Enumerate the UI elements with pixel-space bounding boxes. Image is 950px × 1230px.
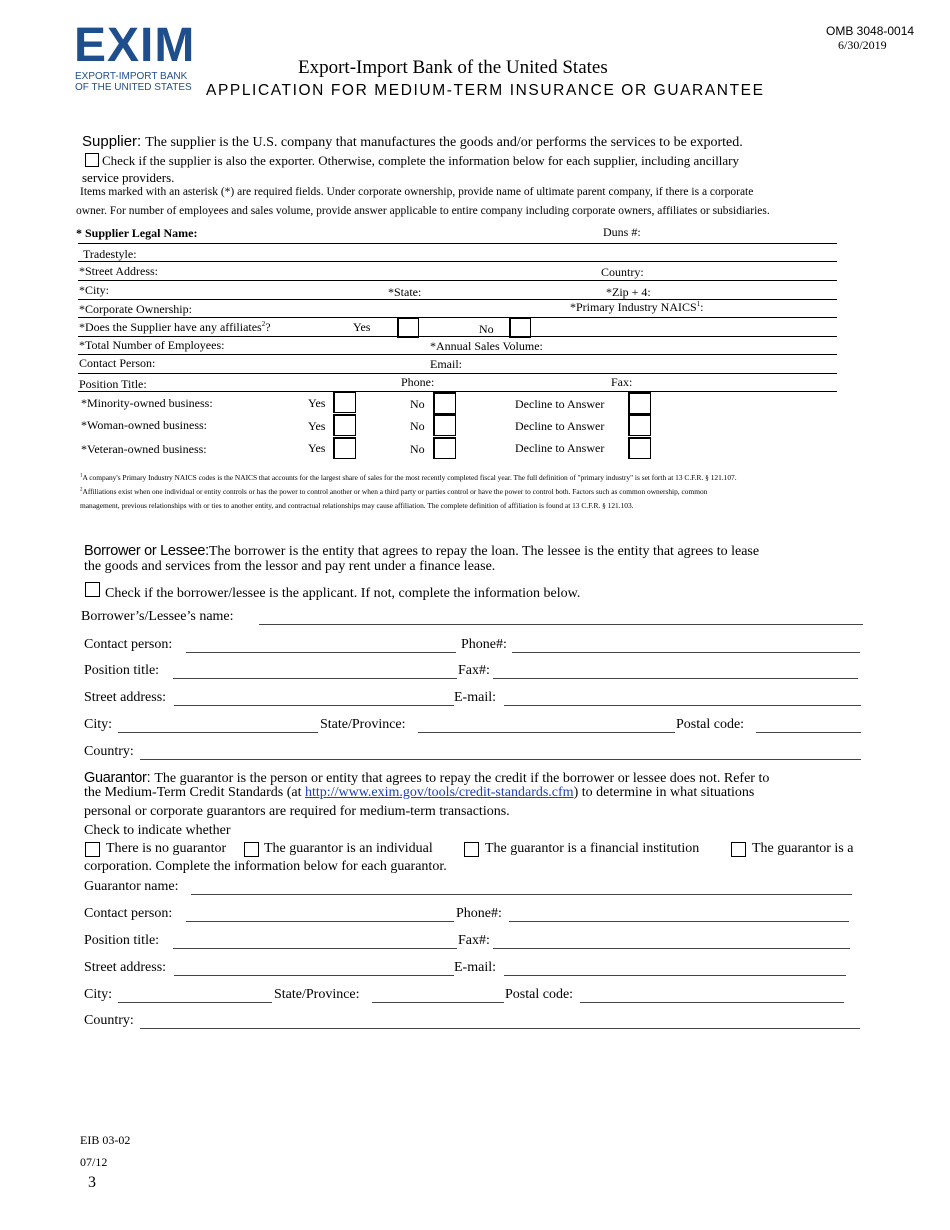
- financial-guarantor-label: The guarantor is a financial institution: [485, 841, 700, 856]
- guarantor-postal-field[interactable]: [580, 1002, 844, 1003]
- borrower-country-label: Country:: [84, 744, 134, 759]
- borrower-street-field[interactable]: [174, 705, 454, 706]
- supplier-check-text-1: Check if the supplier is also the exporter. Otherwise, complete the information below for each supplier, including ancillary: [102, 153, 740, 168]
- guarantor-street-label: Street address:: [84, 960, 167, 975]
- borrower-email-field[interactable]: [504, 705, 861, 706]
- financial-guarantor-checkbox[interactable]: [464, 842, 479, 857]
- borrower-fax-field[interactable]: [493, 678, 858, 679]
- individual-guarantor-checkbox[interactable]: [244, 842, 259, 857]
- form-title: APPLICATION FOR MEDIUM-TERM INSURANCE OR GUARANTEE: [206, 82, 765, 99]
- guarantor-corp-line: corporation. Complete the information below for each guarantor.: [84, 859, 447, 874]
- guarantor-email-field[interactable]: [504, 975, 846, 976]
- logo-subtitle-2: OF THE UNITED STATES: [75, 82, 192, 93]
- corporate-guarantor-label: The guarantor is a: [752, 841, 854, 856]
- guarantor-position-label: Position title:: [84, 933, 160, 948]
- email-label: Email:: [430, 357, 462, 371]
- woman-yes-label: Yes: [308, 419, 326, 433]
- veteran-decline-label: Decline to Answer: [515, 441, 605, 455]
- minority-yes-checkbox[interactable]: [333, 391, 356, 413]
- minority-decline-label: Decline to Answer: [515, 397, 605, 411]
- veteran-decline-checkbox[interactable]: [628, 437, 651, 459]
- no-guarantor-checkbox[interactable]: [85, 842, 100, 857]
- supplier-heading: Supplier:: [82, 133, 142, 150]
- veteran-yes-label: Yes: [308, 441, 326, 455]
- guarantor-country-label: Country:: [84, 1013, 134, 1028]
- contact-label: Contact Person:: [79, 356, 156, 370]
- borrower-intro: [84, 542, 759, 560]
- guarantor-postal-label: Postal code:: [505, 987, 574, 1002]
- borrower-city-field[interactable]: [118, 732, 318, 733]
- guarantor-state-label: State/Province:: [274, 987, 360, 1002]
- veteran-no-label: No: [410, 442, 425, 456]
- affiliates-label: *Does the Supplier have any affiliates$^2$?: [79, 320, 271, 334]
- fax-label: Fax:: [611, 375, 633, 389]
- minority-decline-checkbox[interactable]: [628, 392, 651, 414]
- legal-name-label: * Supplier Legal Name:: [76, 226, 198, 240]
- guarantor-phone-field[interactable]: [509, 921, 849, 922]
- minority-no-checkbox[interactable]: [433, 392, 456, 414]
- omb-date: 6/30/2019: [838, 38, 887, 52]
- guarantor-state-field[interactable]: [372, 1002, 504, 1003]
- city-label: *City:: [79, 283, 110, 297]
- guarantor-check-intro: Check to indicate whether: [84, 823, 231, 838]
- affiliates-yes-label: Yes: [353, 320, 371, 334]
- woman-no-label: No: [410, 419, 425, 433]
- sales-label: *Annual Sales Volume:: [430, 339, 543, 353]
- borrower-city-label: City:: [84, 717, 113, 732]
- bank-name: Export-Import Bank of the United States: [298, 57, 608, 78]
- footnote-2: $^2$Affiliations exist when one individual or entity controls or has the power to control another or when a third party or parties control or have the power to control both. Factors such as common ownership, common: [80, 487, 708, 496]
- borrower-state-field[interactable]: [418, 732, 675, 733]
- naics-label: *Primary Industry NAICS$^1$:: [570, 300, 704, 314]
- borrower-name-field[interactable]: [259, 624, 863, 625]
- borrower-fax-label: Fax#:: [458, 663, 490, 678]
- guarantor-city-field[interactable]: [118, 1002, 272, 1003]
- supplier-intro: [82, 133, 743, 151]
- guarantor-fax-field[interactable]: [493, 948, 850, 949]
- omb-number: OMB 3048-0014: [826, 24, 915, 38]
- corporate-guarantor-checkbox[interactable]: [731, 842, 746, 857]
- guarantor-description-2: the Medium-Term Credit Standards (at http://www.exim.gov/tools/credit-standards.cfm) to determine in what situations: [84, 785, 755, 800]
- minority-yes-label: Yes: [308, 396, 326, 410]
- borrower-check-text: Check if the borrower/lessee is the applicant. If not, complete the information below.: [105, 586, 581, 601]
- guarantor-name-field[interactable]: [191, 894, 852, 895]
- borrower-country-field[interactable]: [140, 759, 861, 760]
- affiliates-no-checkbox[interactable]: [509, 317, 531, 338]
- borrower-postal-label: Postal code:: [676, 717, 745, 732]
- form-number: EIB 03-02: [80, 1133, 131, 1147]
- borrower-phone-field[interactable]: [512, 652, 860, 653]
- minority-label: *Minority-owned business:: [81, 396, 213, 410]
- guarantor-position-field[interactable]: [173, 948, 457, 949]
- guarantor-fax-label: Fax#:: [458, 933, 490, 948]
- supplier-is-exporter-checkbox[interactable]: [85, 153, 99, 167]
- individual-guarantor-label: The guarantor is an individual: [264, 841, 433, 856]
- guarantor-contact-label: Contact person:: [84, 906, 173, 921]
- employees-label: *Total Number of Employees:: [79, 338, 225, 352]
- veteran-yes-checkbox[interactable]: [333, 437, 356, 459]
- affiliates-no-label: No: [479, 322, 494, 336]
- borrower-street-label: Street address:: [84, 690, 167, 705]
- borrower-state-label: State/Province:: [320, 717, 406, 732]
- ownership-label: *Corporate Ownership:: [79, 302, 192, 316]
- no-guarantor-label: There is no guarantor: [106, 841, 227, 856]
- woman-label: *Woman-owned business:: [81, 418, 208, 432]
- borrower-description-1: The borrower is the entity that agrees to repay the loan. The lessee is the entity that agrees to lease: [208, 544, 760, 559]
- guarantor-phone-label: Phone#:: [456, 906, 502, 921]
- guarantor-city-label: City:: [84, 987, 113, 1002]
- borrower-description-2: the goods and services from the lessor and pay rent under a finance lease.: [84, 559, 496, 574]
- supplier-note-1: Items marked with an asterisk (*) are required fields. Under corporate ownership, provide name of ultimate parent company, if there is a corporate: [80, 186, 754, 198]
- street-label: *Street Address:: [79, 264, 158, 278]
- position-label: Position Title:: [79, 377, 147, 391]
- phone-label: Phone:: [401, 375, 435, 389]
- borrower-position-field[interactable]: [173, 678, 457, 679]
- borrower-position-label: Position title:: [84, 663, 160, 678]
- guarantor-email-label: E-mail:: [454, 960, 496, 975]
- woman-decline-checkbox[interactable]: [628, 414, 651, 436]
- minority-no-label: No: [410, 397, 425, 411]
- guarantor-name-label: Guarantor name:: [84, 879, 179, 894]
- exim-logo: EXIM: [74, 19, 196, 72]
- page-number: 3: [88, 1174, 96, 1191]
- supplier-check-text-2: service providers.: [82, 170, 175, 185]
- zip-label: *Zip + 4:: [606, 285, 651, 299]
- borrower-is-applicant-checkbox[interactable]: [85, 582, 100, 597]
- guarantor-description-3: personal or corporate guarantors are required for medium-term transactions.: [84, 804, 510, 819]
- state-label: *State:: [388, 285, 422, 299]
- veteran-no-checkbox[interactable]: [433, 437, 456, 459]
- guarantor-street-field[interactable]: [174, 975, 454, 976]
- tradestyle-label: Tradestyle:: [83, 247, 137, 261]
- guarantor-country-field[interactable]: [140, 1028, 860, 1029]
- duns-label: Duns #:: [603, 225, 641, 239]
- veteran-label: *Veteran-owned business:: [81, 442, 207, 456]
- guarantor-contact-field[interactable]: [186, 921, 454, 922]
- affiliates-yes-checkbox[interactable]: [397, 317, 419, 338]
- borrower-name-label: Borrower’s/Lessee’s name:: [81, 609, 234, 624]
- supplier-description: The supplier is the U.S. company that manufactures the goods and/or performs the services to be exported.: [145, 135, 743, 150]
- woman-no-checkbox[interactable]: [433, 414, 456, 436]
- country-label: Country:: [601, 265, 644, 279]
- logo-subtitle-1: EXPORT-IMPORT BANK: [75, 71, 188, 82]
- woman-decline-label: Decline to Answer: [515, 419, 605, 433]
- footnote-1: $^1$A company's Primary Industry NAICS codes is the NAICS that accounts for the largest share of sales for the most recently completed fiscal year. The full definition of "primary industry" is set forth at 13 C.F.R. § 121.107.: [80, 473, 737, 482]
- footnote-2b: management, previous relationships with or ties to another entity, and contractual relationships may cause affiliation. The complete definition of affiliation is found at 13 C.F.R. § 121.103.: [80, 501, 634, 510]
- credit-standards-link[interactable]: http://www.exim.gov/tools/credit-standards.cfm: [305, 785, 574, 800]
- guarantor-description-1: The guarantor is the person or entity that agrees to repay the credit if the borrower or lessee does not. Refer to: [154, 771, 770, 786]
- borrower-postal-field[interactable]: [756, 732, 861, 733]
- borrower-contact-label: Contact person:: [84, 637, 173, 652]
- supplier-note-2: owner. For number of employees and sales volume, provide answer applicable to entire company including corporate owners, affiliates or subsidiaries.: [76, 205, 770, 217]
- borrower-phone-label: Phone#:: [461, 637, 507, 652]
- borrower-email-label: E-mail:: [454, 690, 496, 705]
- borrower-contact-field[interactable]: [186, 652, 456, 653]
- form-date: 07/12: [80, 1155, 108, 1169]
- guarantor-heading: Guarantor:: [84, 770, 151, 786]
- borrower-heading: Borrower or Lessee:: [84, 543, 209, 559]
- woman-yes-checkbox[interactable]: [333, 414, 356, 436]
